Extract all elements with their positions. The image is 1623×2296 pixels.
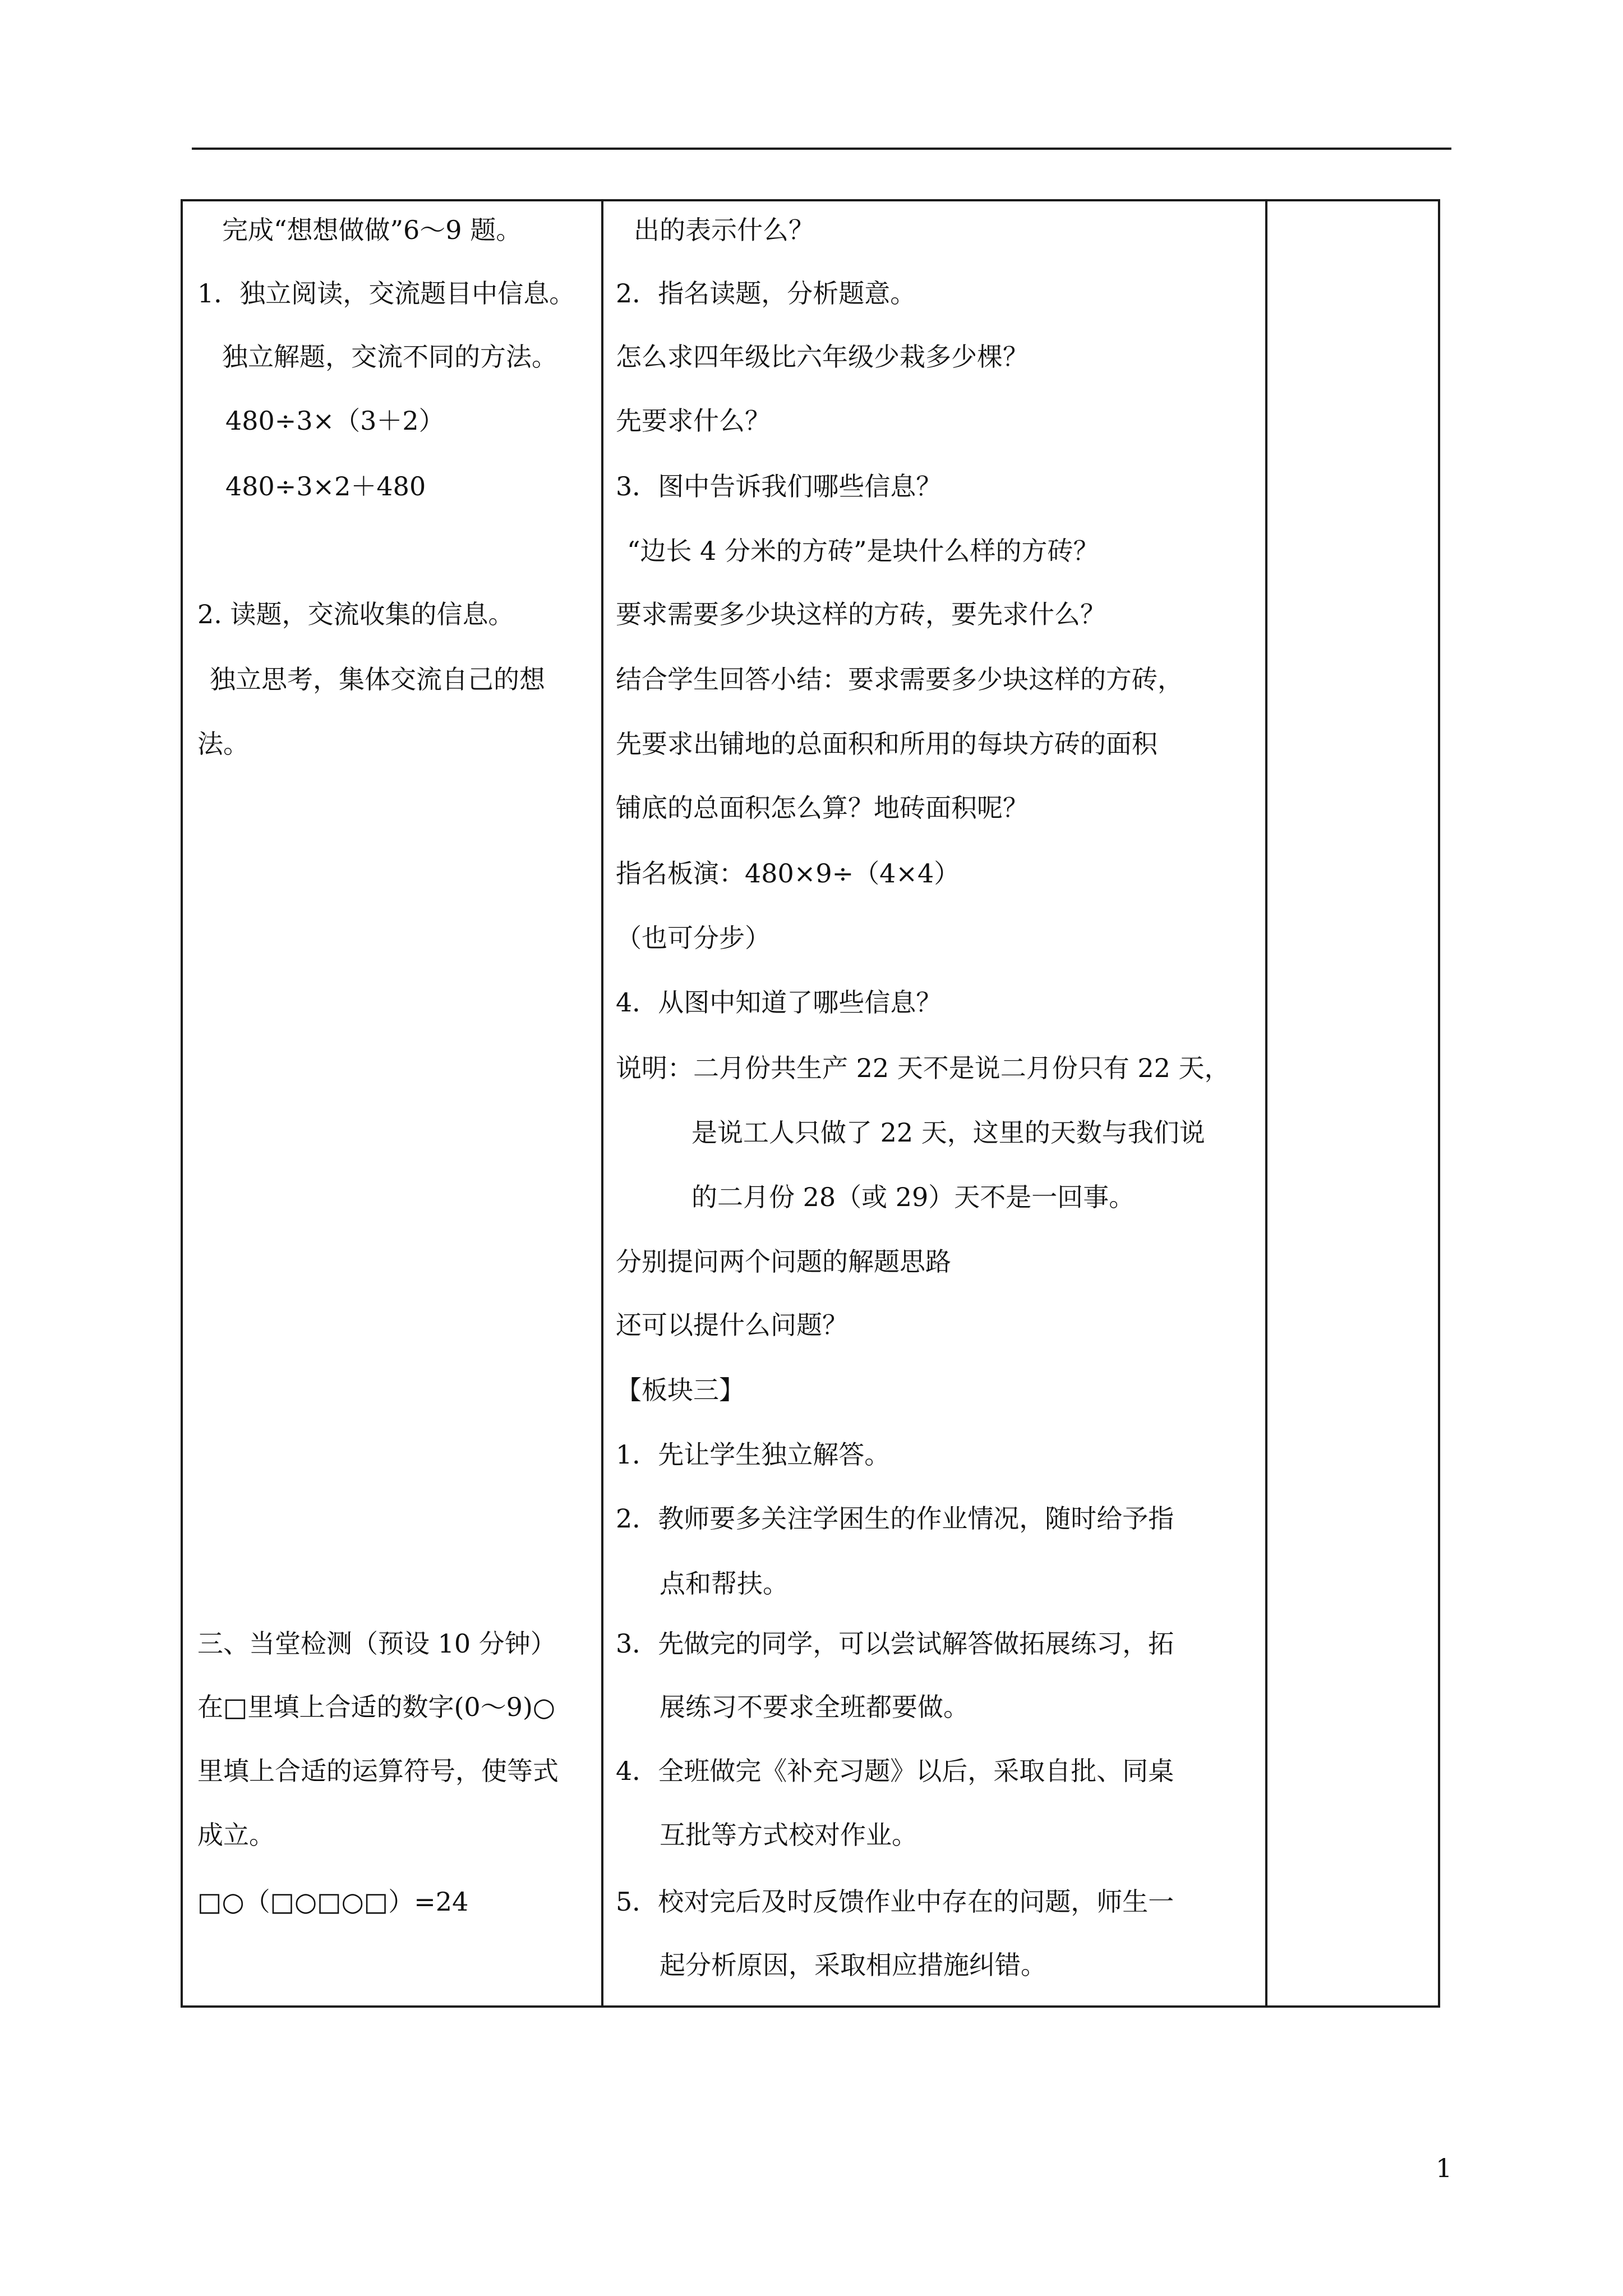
text-line: 分别提问两个问题的解题思路	[616, 1246, 951, 1277]
text-line: 指名板演：480×9÷（4×4）	[616, 858, 960, 889]
text-line: 先要求出铺地的总面积和所用的每块方砖的面积	[616, 729, 1158, 759]
text-line: 4．从图中知道了哪些信息？	[616, 987, 942, 1018]
text-line: □○（□○□○□）=24	[197, 1887, 469, 1917]
text-line: 里填上合适的运算符号，使等式	[197, 1756, 559, 1786]
text-line: 独立解题，交流不同的方法。	[222, 342, 557, 372]
text-line: 点和帮扶。	[660, 1568, 789, 1599]
text-line: 480÷3×（3＋2）	[225, 406, 445, 436]
text-line: 出的表示什么？	[634, 215, 814, 245]
text-line: 2. 读题，交流收集的信息。	[197, 599, 514, 629]
text-line: 说明：二月份共生产 22 天不是说二月份只有 22 天，	[616, 1053, 1230, 1083]
text-line: 三、当堂检测（预设 10 分钟）	[197, 1628, 556, 1659]
text-line: 1．独立阅读，交流题目中信息。	[197, 278, 575, 309]
column-divider-1	[601, 199, 603, 2008]
text-line: 在□里填上合适的数字(0～9)○	[197, 1692, 556, 1722]
text-line: 怎么求四年级比六年级少栽多少棵？	[616, 342, 1029, 372]
text-line: （也可分步）	[616, 923, 771, 953]
text-line: 4．全班做完《补充习题》以后，采取自批、同桌	[616, 1756, 1174, 1786]
text-line: 3．图中告诉我们哪些信息？	[616, 471, 942, 501]
text-line: 1．先让学生独立解答。	[616, 1439, 891, 1470]
text-line: 5．校对完后及时反馈作业中存在的问题，师生一	[616, 1887, 1174, 1917]
text-line: 完成“想想做做”6～9 题。	[222, 215, 522, 245]
column-divider-2	[1265, 199, 1267, 2008]
text-line: 先要求什么？	[616, 406, 771, 436]
text-line: 要求需要多少块这样的方砖，要先求什么？	[616, 599, 1106, 629]
page-number: 1	[1436, 2153, 1453, 2183]
text-line: 的二月份 28（或 29）天不是一回事。	[691, 1182, 1135, 1212]
text-line: 还可以提什么问题？	[616, 1310, 848, 1340]
text-line: 互批等方式校对作业。	[660, 1820, 917, 1850]
text-line: 独立思考，集体交流自己的想	[210, 664, 545, 694]
text-line: 起分析原因，采取相应措施纠错。	[660, 1950, 1046, 1980]
text-line: 3．先做完的同学，可以尝试解答做拓展练习，拓	[616, 1628, 1174, 1659]
header-rule	[192, 148, 1451, 150]
text-line: 是说工人只做了 22 天，这里的天数与我们说	[691, 1117, 1205, 1148]
text-line: 法。	[197, 729, 249, 759]
text-line: 成立。	[197, 1820, 275, 1850]
text-line: 480÷3×2＋480	[225, 471, 426, 501]
text-line: “边长 4 分米的方砖”是块什么样的方砖？	[627, 536, 1099, 566]
section-heading: 【板块三】	[616, 1375, 745, 1405]
text-line: 展练习不要求全班都要做。	[660, 1692, 969, 1722]
text-line: 2．教师要多关注学困生的作业情况，随时给予指	[616, 1503, 1174, 1534]
text-line: 结合学生回答小结：要求需要多少块这样的方砖，	[616, 664, 1183, 694]
text-line: 铺底的总面积怎么算？地砖面积呢？	[616, 793, 1029, 823]
text-line: 2．指名读题，分析题意。	[616, 278, 916, 309]
